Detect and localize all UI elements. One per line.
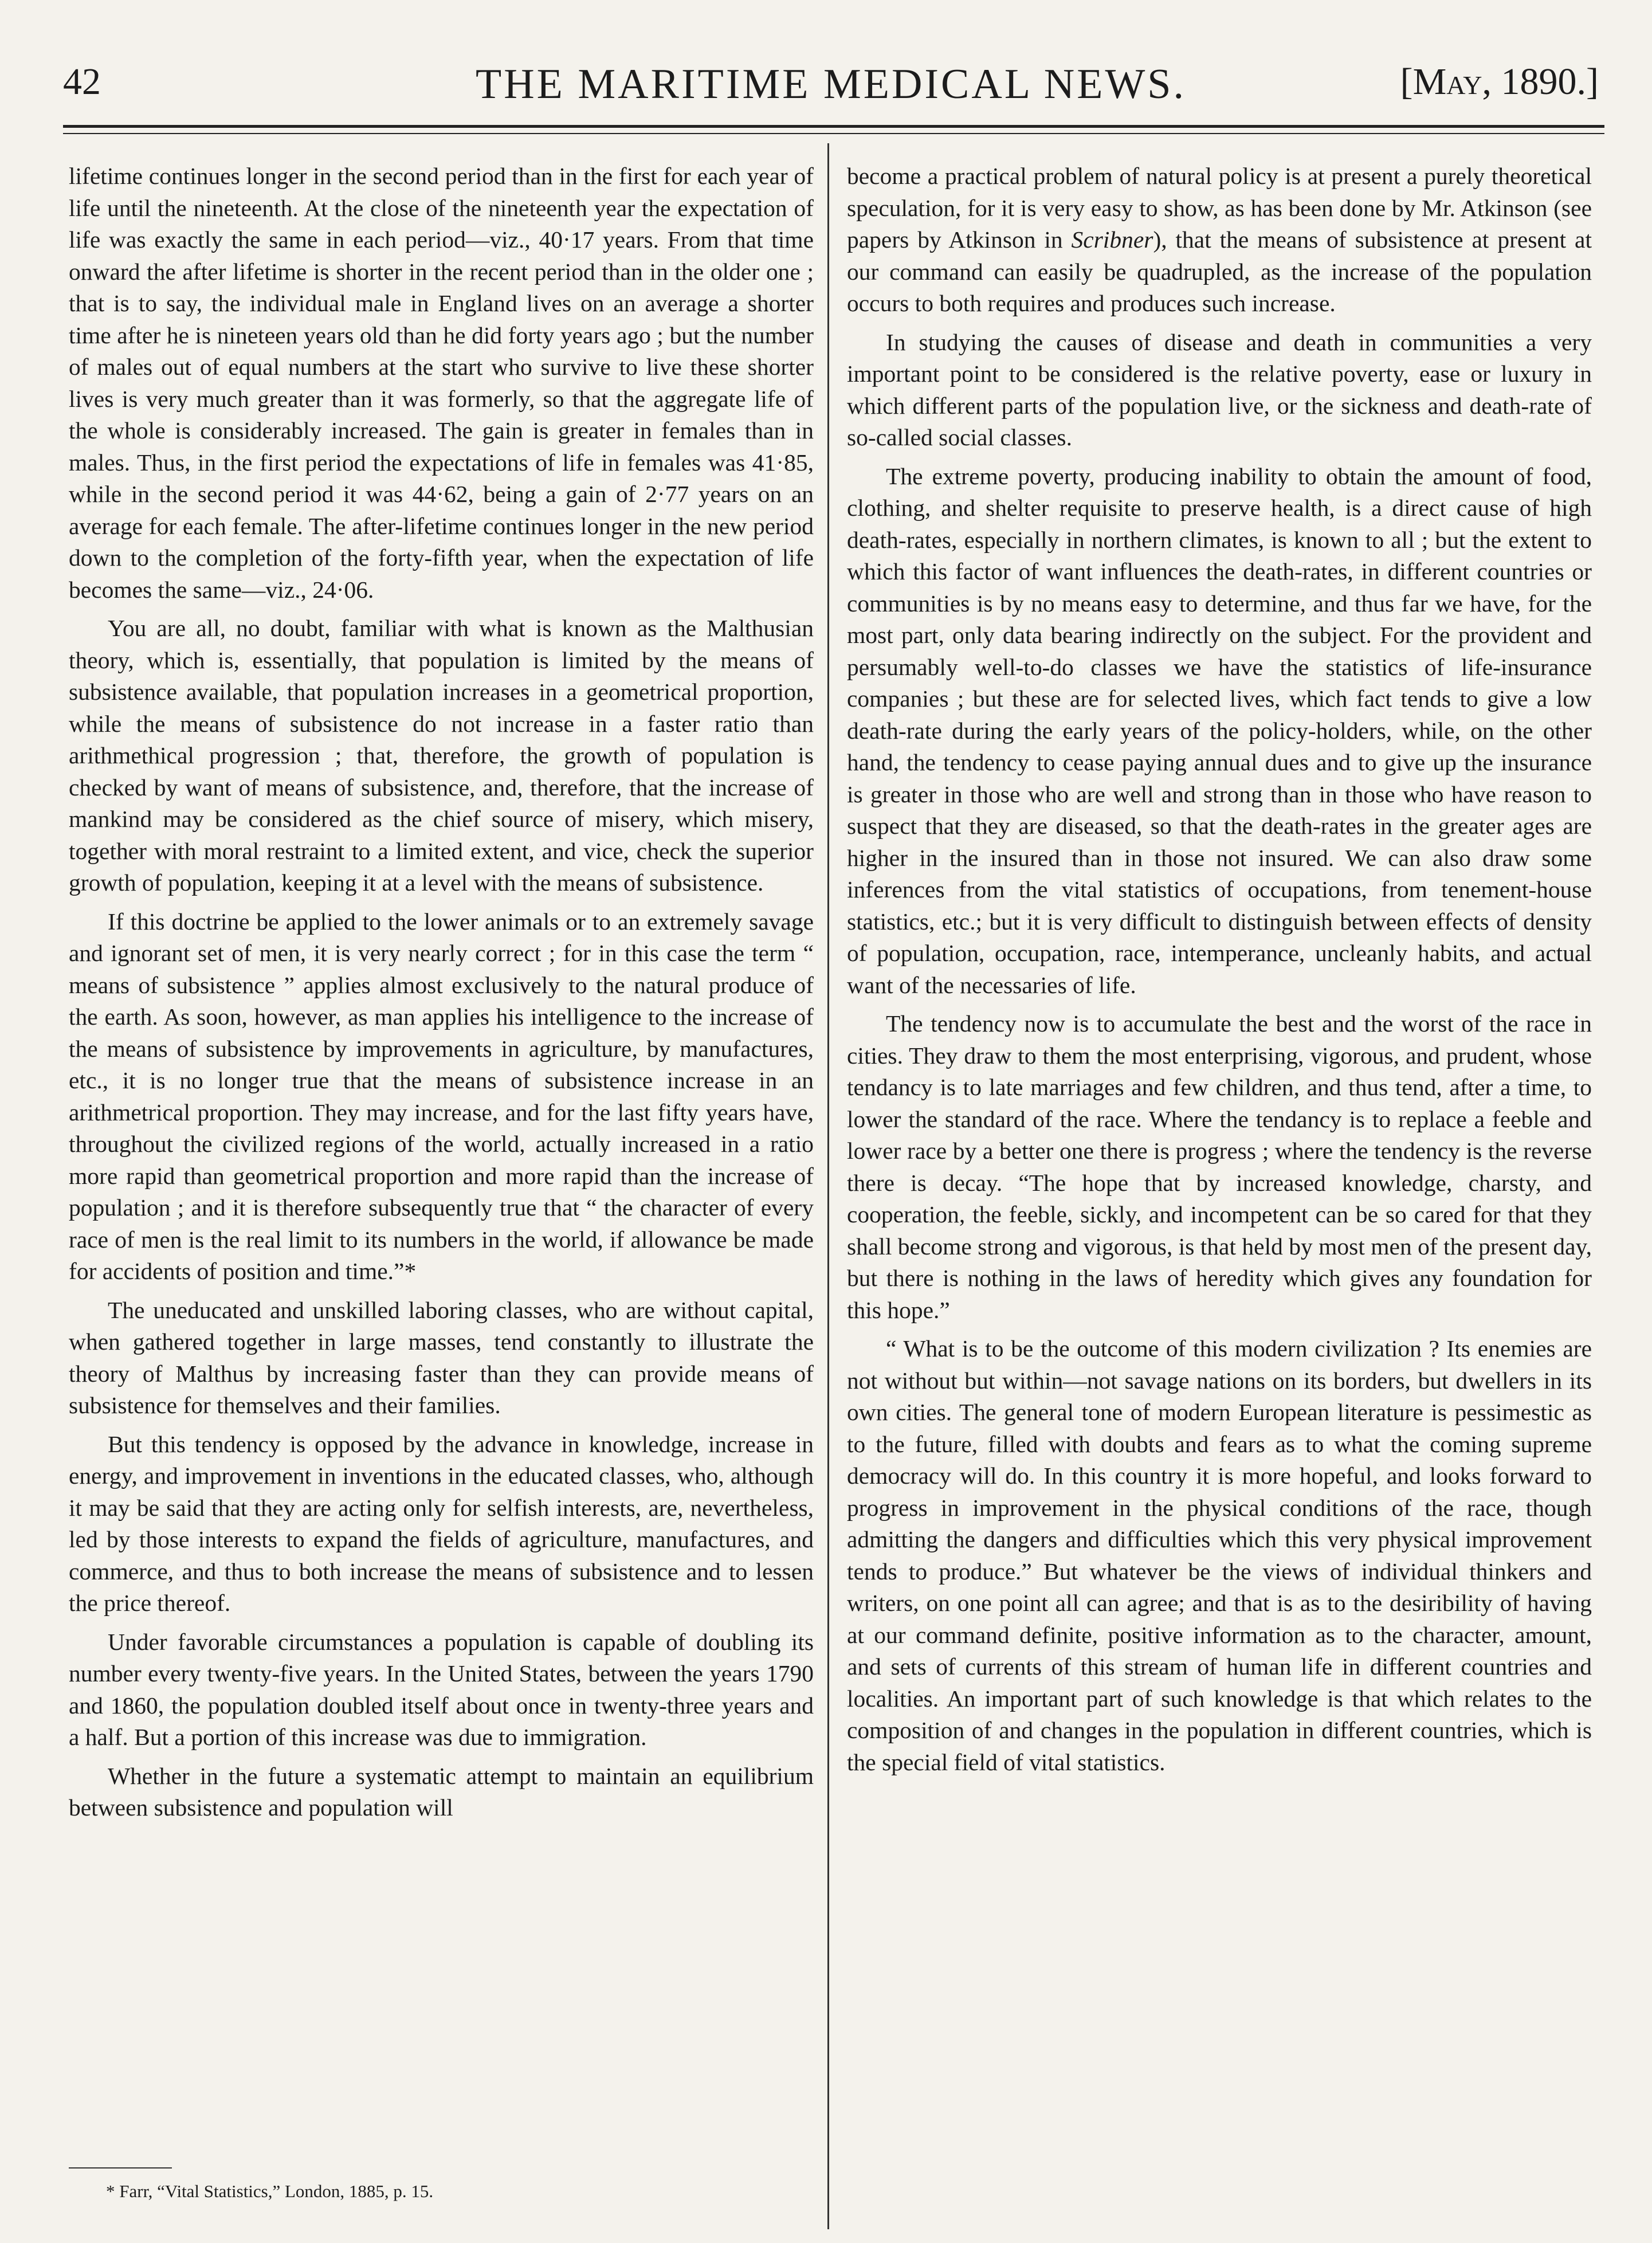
- journal-reference: Scribner: [1071, 226, 1153, 253]
- paragraph-text: ), that the means of subsistence at present at our command can easily be quadrupled, as the increase of the population occurs to both requires and produces such increase.: [847, 226, 1592, 316]
- issue-date-suffix: , 1890.]: [1482, 61, 1599, 103]
- paragraph: The tendency now is to accumulate the best and the worst of the race in cities. They draw to them the most enterprising, vigorous, and prudent, whose tendancy is to late marriages and few children, and thus tend, after a time, to lower the standard of the race. Where the tendancy is to replace a feeble and lower race by a better one there is progress ; where the tendency is the reverse there is decay. “The hope that by increased knowledge, charsty, and cooperation, the feeble, sickly, and incompetent can be so cared for that they shall become strong and vigorous, is that held by most men of the present day, but there is nothing in the laws of heredity which gives any foundation for this hope.”: [847, 1010, 1592, 1323]
- issue-date-month: May: [1412, 61, 1482, 103]
- footnote: * Farr, “Vital Statistics,” London, 1885, p. 15.: [106, 2181, 434, 2201]
- right-column: [847, 160, 1592, 1785]
- header-rule-thick: [63, 125, 1604, 128]
- paragraph: In studying the causes of disease and death in communities a very important point to be considered is the relative poverty, ease or luxury in which different parts of the population live, or the sickness and death-rate of so-called social classes.: [847, 328, 1592, 450]
- left-column: [69, 160, 814, 1831]
- column-divider: [827, 143, 829, 2229]
- paragraph: Under favorable circumstances a population is capable of doubling its number every twenty-five years. In the United States, between the years 1790 and 1860, the population doubled itself about once in twenty-three years and a half. But a portion of this increase was due to immigration.: [69, 1628, 814, 1750]
- paragraph: [847, 160, 1592, 320]
- paragraph: The extreme poverty, producing inability to obtain the amount of food, clothing, and shelter requisite to preserve health, is a direct cause of high death-rates, especially in northern climates, is known to all ; but the extent to which this factor of want influences the death-rates, in different countries or communities is by no means easy to determine, and thus far we have, for the most part, only data bearing indirectly on the subject. For the provident and persumably well-to-do classes we have the statistics of life-insurance companies ; but these are for selected lives, which fact tends to give a low death-rate during the early years of the policy-holders, while, on the other hand, the tendency to cease paying annual dues and to give up the insurance is greater in those who are well and strong than in those who have reason to suspect that they are diseased, so that the death-rates in the greater ages are higher in the insured than in those not insured. We can also draw some inferences from the vital statistics of occupations, from tenement-house statistics, etc.; but it is very difficult to distinguish between effects of density of population, occupation, race, intemperance, uncleanly habits, and actual want of the necessaries of life.: [847, 462, 1592, 998]
- running-header: [63, 54, 1599, 123]
- paragraph: “ What is to be the outcome of this modern civilization ? Its enemies are not without but within—not savage nations on its borders, but dwellers in its own cities. The general tone of modern European literature is pessimestic as to the future, filled with doubts and fears as to what the coming supreme democracy will do. In this country it is more hopeful, and looks forward to progress in improvement in the physical conditions of the race, though admitting the dangers and difficulties which this very physical improvement tends to produce.” But whatever be the views of individual thinkers and writers, on one point all can agree; and that is as to the desiribility of having at our command definite, positive information as to the character, amount, and sets of currents of this stream of human life in different countries and localities. An important part of such knowledge is that which relates to the composition of and changes in the population in different countries, which is the special field of vital statistics.: [847, 1335, 1592, 1775]
- paragraph-text: become a practical problem of natural policy is at present a purely theoretical speculation, for it is very easy to show, as has been done by Mr. Atkinson (see papers by Atkinson in: [847, 163, 1592, 253]
- issue-date: [1400, 60, 1599, 104]
- paragraph: The uneducated and unskilled laboring classes, who are without capital, when gathered together in large masses, tend constantly to illustrate the theory of Malthus by increasing faster than they can provide means of subsistence for themselves and their families.: [69, 1296, 814, 1418]
- issue-date-prefix: [: [1400, 61, 1413, 103]
- paragraph: You are all, no doubt, familiar with what is known as the Malthusian theory, which is, essentially, that population is limited by the means of subsistence available, that population increases in a geometrical proportion, while the means of subsistence do not increase in a faster ratio than arithmethical progression ; that, therefore, the growth of population is checked by want of means of subsistence, and, therefore, that the increase of mankind may be considered as the chief source of misery, which misery, together with moral restraint to a limited extent, and vice, check the superior growth of population, keeping it at a level with the means of subsistence.: [69, 615, 814, 896]
- paragraph: If this doctrine be applied to the lower animals or to an extremely savage and ignorant set of men, it is very nearly correct ; for in this case the term “ means of subsistence ” applies almost exclusively to the natural produce of the earth. As soon, however, as man applies his intelligence to the increase of the means of subsistence by improvements in agriculture, by manufactures, etc., it is no longer true that the means of subsistence increase in an arithmetrical proportion. They may increase, and for the last fifty years have, throughout the civilized regions of the world, actually increased in a ratio more rapid than geometrical proportion and more rapid than the increase of population ; and it is therefore subsequently true that “ the character of every race of men is the real limit to its numbers in the world, if allowance be made for accidents of position and time.”*: [69, 908, 814, 1284]
- journal-title: THE MARITIME MEDICAL NEWS.: [476, 61, 1186, 108]
- paragraph: But this tendency is opposed by the advance in knowledge, increase in energy, and improvement in inventions in the educated classes, who, although it may be said that they are acting only for selfish interests, are, nevertheless, led by those interests to expand the fields of agriculture, manufactures, and commerce, and thus to both increase the means of subsistence and to lessen the price thereof.: [69, 1430, 814, 1616]
- paragraph: Whether in the future a systematic attempt to maintain an equilibrium between subsistence and population will: [69, 1762, 814, 1821]
- paragraph: lifetime continues longer in the second period than in the first for each year of life until the nineteenth. At the close of the nineteenth year the expectation of life was exactly the same in each period—viz., 40·17 years. From that time onward the after lifetime is shorter in the recent period than in the older one ; that is to say, the individual male in England lives on an average a shorter time after he is nineteen years old than he did forty years ago ; but the number of males out of equal numbers at the start who survive to live these shorter lives is very much greater than it was formerly, so that the aggregate life of the whole is considerably increased. The gain is greater in females than in males. Thus, in the first period the expectations of life in females was 41·85, while in the second period it was 44·62, being a gain of 2·77 years on an average for each female. The after-lifetime continues longer in the new period down to the completion of the forty-fifth year, when the expectation of life becomes the same—viz., 24·06.: [69, 163, 814, 603]
- page-number: 42: [63, 61, 101, 103]
- header-rule-thin: [63, 133, 1604, 134]
- footnote-rule: [69, 2167, 172, 2169]
